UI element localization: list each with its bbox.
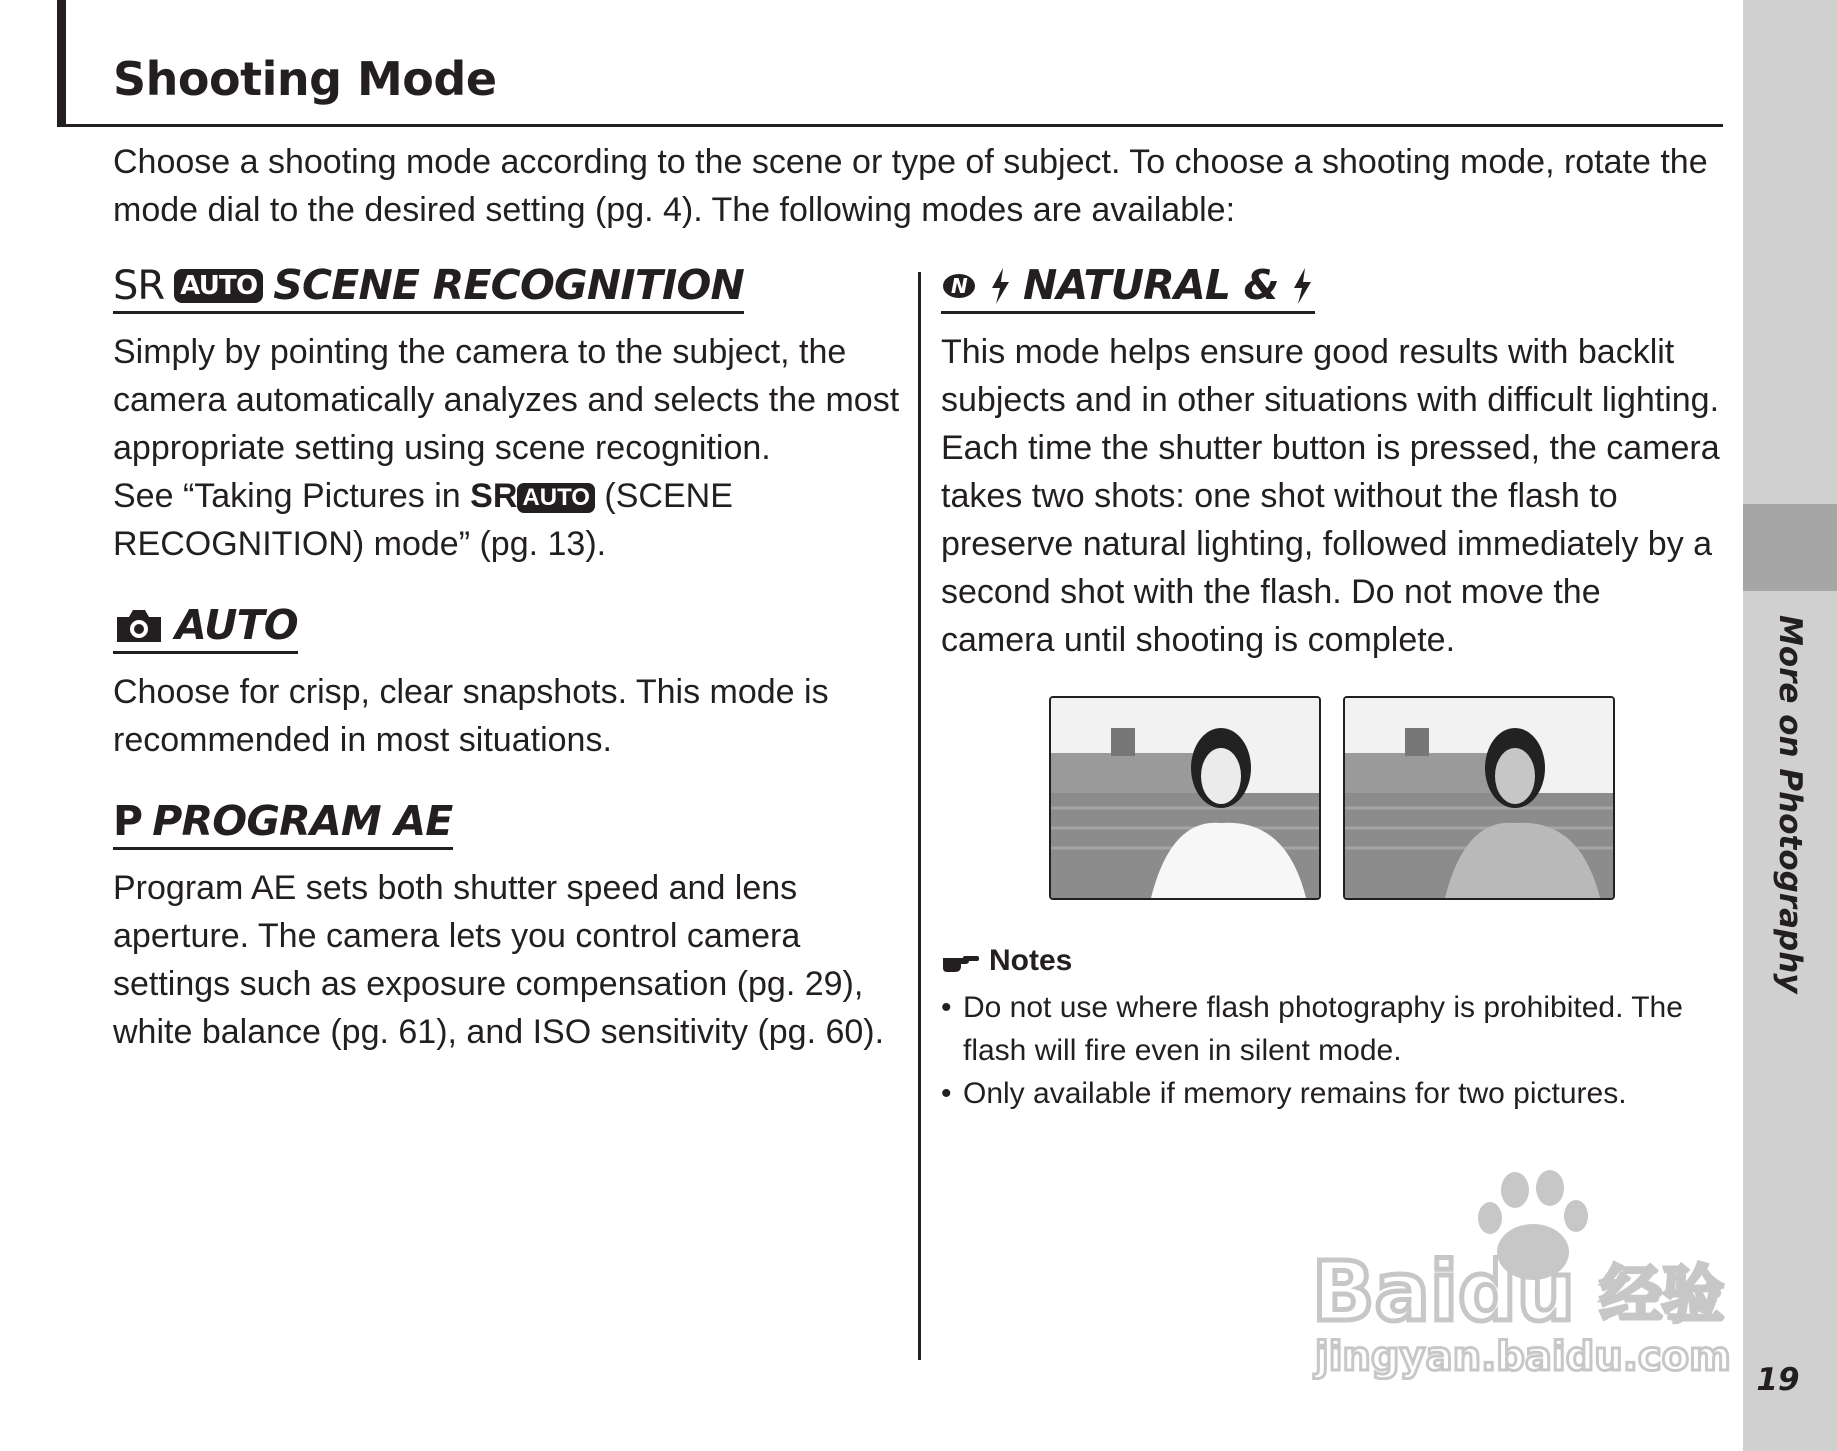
section-natural-flash	[941, 262, 1723, 1115]
auto-title: AUTO	[175, 601, 298, 650]
flash-icon	[1289, 266, 1315, 306]
section-program-ae	[113, 798, 913, 1056]
scene-recognition-heading	[113, 262, 744, 314]
natural-icon	[941, 268, 977, 304]
program-ae-title: PROGRAM AE	[152, 797, 453, 846]
pointing-hand-icon	[941, 948, 981, 974]
note-item: • Only available if memory remains for two pictures.	[941, 1072, 1723, 1115]
see-reference-badge: AUTO	[517, 483, 595, 513]
see-reference-sr: SR	[470, 477, 518, 516]
flash-icon	[987, 266, 1013, 306]
left-column	[113, 262, 913, 1090]
camera-icon	[113, 607, 165, 645]
side-tab-label: More on Photography	[1772, 615, 1808, 994]
left-accent-bar	[57, 0, 66, 127]
section-auto	[113, 602, 913, 764]
baidu-watermark	[1300, 1170, 1740, 1380]
photo-without-flash	[1049, 696, 1321, 900]
notes-title: Notes	[989, 944, 1073, 978]
svg-text:N: N	[951, 273, 967, 298]
auto-badge: AUTO	[174, 269, 263, 303]
program-ae-body: Program AE sets both shutter speed and lens aperture. The camera lets you control camera settings such as exposure compensation (pg. 29), white balance (pg. 61), and ISO sensitivity (pg. 60).	[113, 869, 885, 1052]
side-tab-active	[1743, 504, 1837, 591]
page-title: Shooting Mode	[113, 52, 497, 106]
notes-list	[941, 986, 1723, 1115]
auto-body: Choose for crisp, clear snapshots. This mode is recommended in most situations.	[113, 673, 829, 760]
natural-flash-title: NATURAL &	[1023, 261, 1279, 309]
see-reference-suffix: (SCENE RECOGNITION) mode” (pg. 13).	[113, 477, 733, 564]
column-divider	[918, 272, 921, 1360]
watermark-brand-cn: 经验	[1600, 1258, 1725, 1331]
title-rule	[66, 124, 1723, 127]
section-scene-recognition	[113, 262, 913, 568]
natural-flash-heading	[941, 262, 1315, 314]
page-number: 19	[1756, 1362, 1800, 1398]
sr-prefix: SR	[113, 262, 165, 309]
see-reference-prefix: See “Taking Pictures in	[113, 477, 471, 516]
note-item: • Do not use where flash photography is prohibited. The flash will fire even in silent mode.	[941, 986, 1723, 1072]
scene-recognition-body	[113, 328, 913, 568]
watermark-brand: Baidu	[1312, 1245, 1576, 1340]
comparison-photos	[1049, 696, 1723, 900]
auto-heading	[113, 602, 298, 654]
program-prefix: P	[113, 797, 143, 846]
intro-text: Choose a shooting mode according to the scene or type of subject. To choose a shooting mode, rotate the mode dial to the desired setting (pg. 4). The following modes are available:	[113, 143, 1708, 229]
watermark-url: jingyan.baidu.com	[1315, 1334, 1731, 1380]
notes-heading	[941, 944, 1723, 978]
natural-flash-body: This mode helps ensure good results with backlit subjects and in other situations with difficult lighting. Each time the shutter button is pressed, the camera takes two shots: one shot without the flash to preserve natural lighting, followed immediately by a second shot with the flash. Do not move the camera until shooting is complete.	[941, 333, 1720, 660]
right-column	[941, 262, 1723, 1149]
scene-recognition-title: SCENE RECOGNITION	[273, 261, 745, 309]
photo-with-flash	[1343, 696, 1615, 900]
scene-recognition-text: Simply by pointing the camera to the subject, the camera automatically analyzes and selects the most appropriate setting using scene recognition.	[113, 333, 900, 468]
program-ae-heading	[113, 798, 453, 850]
